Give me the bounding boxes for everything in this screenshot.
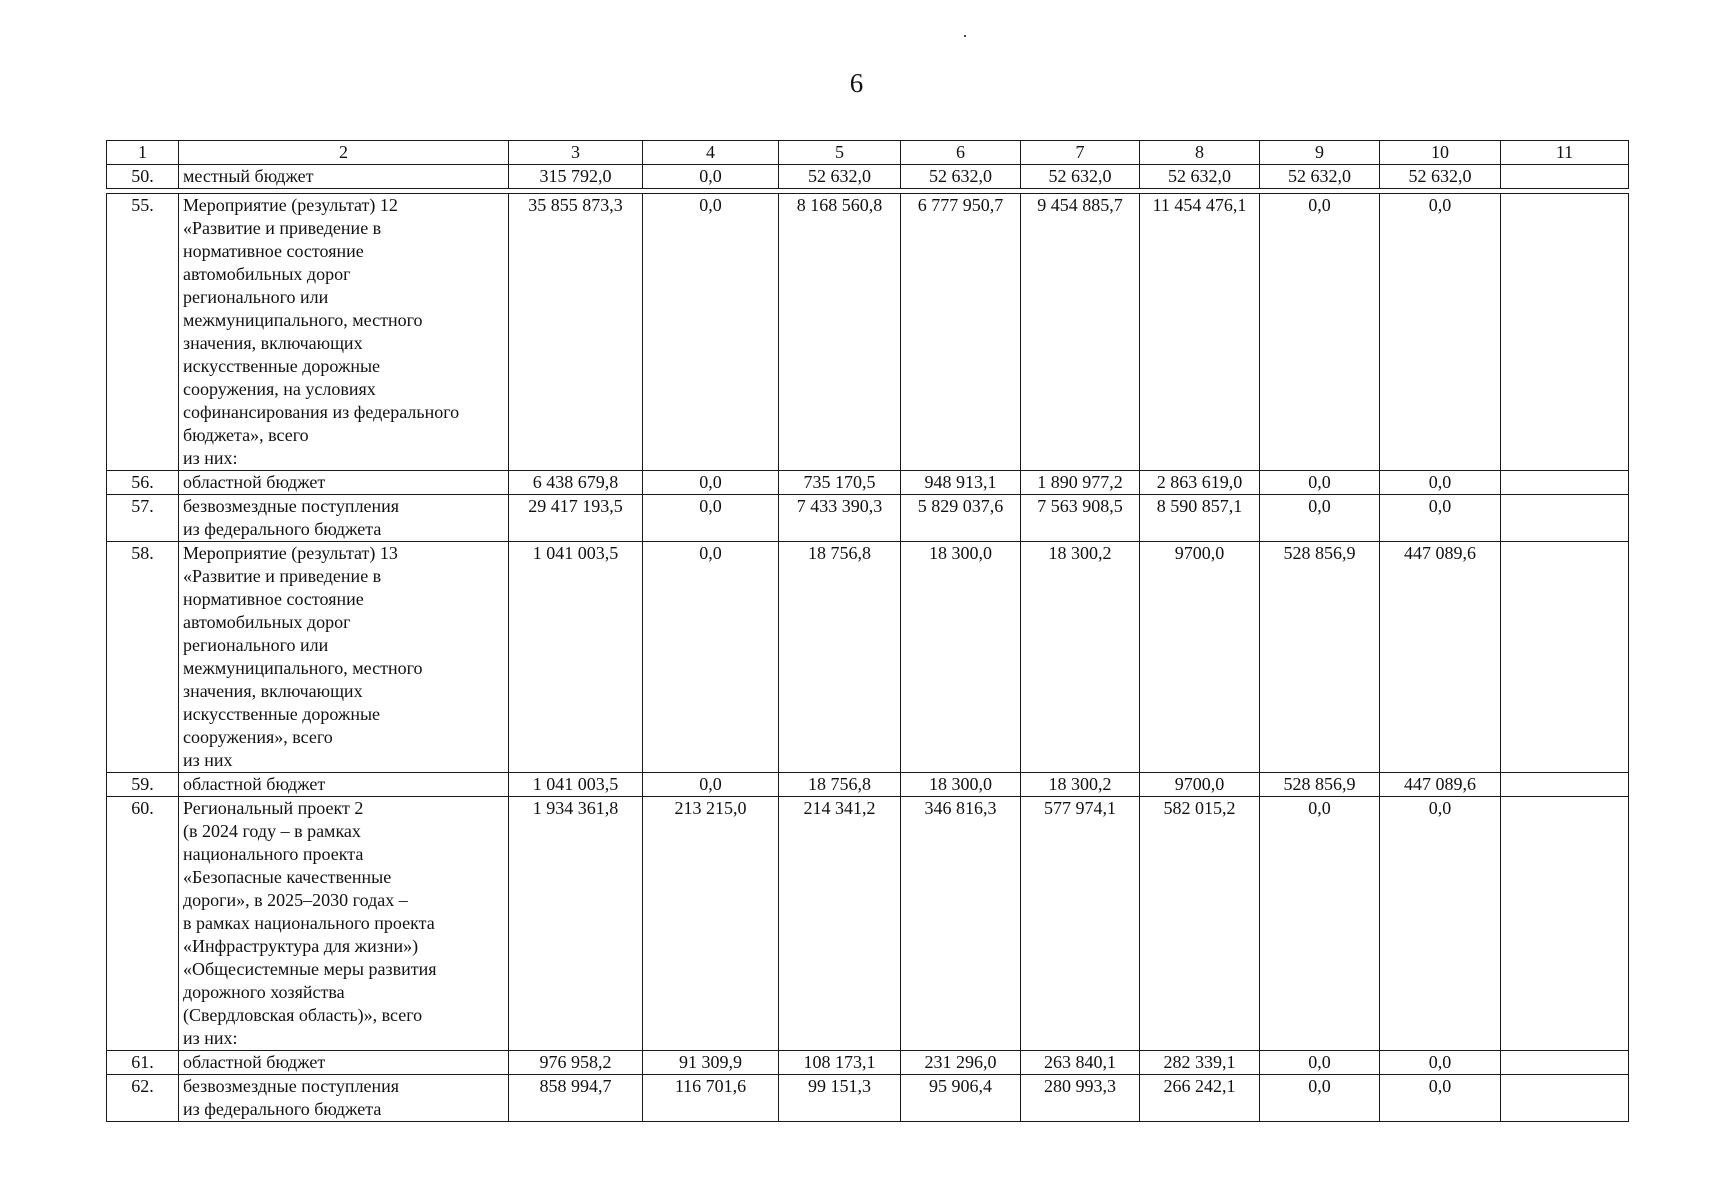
value-cell-col3: 1 041 003,5 bbox=[509, 773, 643, 797]
header-cell: 8 bbox=[1140, 141, 1260, 165]
row-label: областной бюджет bbox=[179, 773, 509, 797]
budget-table bbox=[106, 140, 1629, 1122]
table-row bbox=[107, 1051, 1629, 1075]
value-cell-col4: 0,0 bbox=[643, 194, 779, 471]
header-cell: 11 bbox=[1501, 141, 1629, 165]
value-cell-col11 bbox=[1501, 1075, 1629, 1122]
value-cell-col10: 0,0 bbox=[1380, 471, 1501, 495]
value-cell-col11 bbox=[1501, 495, 1629, 542]
header-cell: 9 bbox=[1260, 141, 1380, 165]
value-cell-col10: 447 089,6 bbox=[1380, 542, 1501, 773]
value-cell-col9: 528 856,9 bbox=[1260, 773, 1380, 797]
value-cell-col8: 9700,0 bbox=[1140, 773, 1260, 797]
value-cell-col3: 29 417 193,5 bbox=[509, 495, 643, 542]
value-cell-col4: 0,0 bbox=[643, 773, 779, 797]
value-cell-col6: 346 816,3 bbox=[901, 797, 1021, 1051]
table-row bbox=[107, 471, 1629, 495]
value-cell-col9: 0,0 bbox=[1260, 797, 1380, 1051]
value-cell-col8: 2 863 619,0 bbox=[1140, 471, 1260, 495]
row-number: 58. bbox=[107, 542, 179, 773]
value-cell-col5: 18 756,8 bbox=[779, 773, 901, 797]
row-label: областной бюджет bbox=[179, 1051, 509, 1075]
value-cell-col11 bbox=[1501, 165, 1629, 189]
table-body bbox=[107, 141, 1629, 1122]
value-cell-col7: 577 974,1 bbox=[1021, 797, 1140, 1051]
value-cell-col8: 282 339,1 bbox=[1140, 1051, 1260, 1075]
value-cell-col7: 280 993,3 bbox=[1021, 1075, 1140, 1122]
value-cell-col9: 0,0 bbox=[1260, 471, 1380, 495]
value-cell-col5: 735 170,5 bbox=[779, 471, 901, 495]
value-cell-col9: 0,0 bbox=[1260, 495, 1380, 542]
value-cell-col8: 52 632,0 bbox=[1140, 165, 1260, 189]
value-cell-col3: 976 958,2 bbox=[509, 1051, 643, 1075]
row-label: безвозмездные поступления из федерального бюджета bbox=[179, 1075, 509, 1122]
table-row bbox=[107, 542, 1629, 773]
value-cell-col6: 6 777 950,7 bbox=[901, 194, 1021, 471]
value-cell-col8: 266 242,1 bbox=[1140, 1075, 1260, 1122]
value-cell-col9: 0,0 bbox=[1260, 1051, 1380, 1075]
header-cell: 5 bbox=[779, 141, 901, 165]
row-number: 57. bbox=[107, 495, 179, 542]
page-number: 6 bbox=[849, 68, 864, 98]
value-cell-col8: 582 015,2 bbox=[1140, 797, 1260, 1051]
header-cell: 2 bbox=[179, 141, 509, 165]
row-label: областной бюджет bbox=[179, 471, 509, 495]
table-row bbox=[107, 797, 1629, 1051]
table-row bbox=[107, 165, 1629, 189]
value-cell-col9: 0,0 bbox=[1260, 194, 1380, 471]
value-cell-col3: 1 934 361,8 bbox=[509, 797, 643, 1051]
value-cell-col9: 52 632,0 bbox=[1260, 165, 1380, 189]
value-cell-col7: 9 454 885,7 bbox=[1021, 194, 1140, 471]
value-cell-col11 bbox=[1501, 194, 1629, 471]
value-cell-col10: 0,0 bbox=[1380, 194, 1501, 471]
value-cell-col11 bbox=[1501, 797, 1629, 1051]
value-cell-col10: 52 632,0 bbox=[1380, 165, 1501, 189]
table-row bbox=[107, 495, 1629, 542]
value-cell-col5: 8 168 560,8 bbox=[779, 194, 901, 471]
row-label: Региональный проект 2 (в 2024 году – в рамках национального проекта «Безопасные качественные дороги», в 2025–2030 годах – в рамках национального проекта «Инфраструктура для жизни») «Общесистемные меры развития дорожного хозяйства (Свердловская область)», всего из них: bbox=[179, 797, 509, 1051]
value-cell-col7: 18 300,2 bbox=[1021, 542, 1140, 773]
value-cell-col6: 18 300,0 bbox=[901, 542, 1021, 773]
header-cell: 6 bbox=[901, 141, 1021, 165]
value-cell-col7: 263 840,1 bbox=[1021, 1051, 1140, 1075]
row-number: 62. bbox=[107, 1075, 179, 1122]
value-cell-col8: 9700,0 bbox=[1140, 542, 1260, 773]
row-number: 50. bbox=[107, 165, 179, 189]
value-cell-col5: 99 151,3 bbox=[779, 1075, 901, 1122]
value-cell-col11 bbox=[1501, 773, 1629, 797]
value-cell-col3: 6 438 679,8 bbox=[509, 471, 643, 495]
row-number: 56. bbox=[107, 471, 179, 495]
value-cell-col4: 116 701,6 bbox=[643, 1075, 779, 1122]
value-cell-col3: 1 041 003,5 bbox=[509, 542, 643, 773]
value-cell-col5: 52 632,0 bbox=[779, 165, 901, 189]
row-number: 55. bbox=[107, 194, 179, 471]
value-cell-col10: 0,0 bbox=[1380, 797, 1501, 1051]
value-cell-col4: 213 215,0 bbox=[643, 797, 779, 1051]
value-cell-col7: 18 300,2 bbox=[1021, 773, 1140, 797]
value-cell-col5: 18 756,8 bbox=[779, 542, 901, 773]
row-number: 61. bbox=[107, 1051, 179, 1075]
value-cell-col4: 0,0 bbox=[643, 495, 779, 542]
value-cell-col7: 7 563 908,5 bbox=[1021, 495, 1140, 542]
header-cell: 7 bbox=[1021, 141, 1140, 165]
value-cell-col3: 858 994,7 bbox=[509, 1075, 643, 1122]
row-label: Мероприятие (результат) 13 «Развитие и приведение в нормативное состояние автомобильных дорог регионального или межмуниципального, местного значения, включающих искусственные дорожные сооружения», всего из них bbox=[179, 542, 509, 773]
row-label: местный бюджет bbox=[179, 165, 509, 189]
value-cell-col9: 528 856,9 bbox=[1260, 542, 1380, 773]
value-cell-col9: 0,0 bbox=[1260, 1075, 1380, 1122]
value-cell-col11 bbox=[1501, 471, 1629, 495]
scan-speck bbox=[964, 35, 966, 37]
value-cell-col10: 0,0 bbox=[1380, 1075, 1501, 1122]
value-cell-col8: 8 590 857,1 bbox=[1140, 495, 1260, 542]
value-cell-col6: 5 829 037,6 bbox=[901, 495, 1021, 542]
value-cell-col6: 948 913,1 bbox=[901, 471, 1021, 495]
row-number: 59. bbox=[107, 773, 179, 797]
value-cell-col3: 315 792,0 bbox=[509, 165, 643, 189]
header-cell: 1 bbox=[107, 141, 179, 165]
value-cell-col6: 95 906,4 bbox=[901, 1075, 1021, 1122]
value-cell-col10: 0,0 bbox=[1380, 1051, 1501, 1075]
value-cell-col7: 1 890 977,2 bbox=[1021, 471, 1140, 495]
table-header-row bbox=[107, 141, 1629, 165]
row-label: Мероприятие (результат) 12 «Развитие и приведение в нормативное состояние автомобильных дорог регионального или межмуниципального, местного значения, включающих искусственные дорожные сооружения, на условиях софинансирования из федерального бюджета», всего из них: bbox=[179, 194, 509, 471]
value-cell-col10: 0,0 bbox=[1380, 495, 1501, 542]
table-row bbox=[107, 1075, 1629, 1122]
value-cell-col11 bbox=[1501, 542, 1629, 773]
value-cell-col3: 35 855 873,3 bbox=[509, 194, 643, 471]
row-number: 60. bbox=[107, 797, 179, 1051]
value-cell-col6: 52 632,0 bbox=[901, 165, 1021, 189]
row-label: безвозмездные поступления из федерального бюджета bbox=[179, 495, 509, 542]
value-cell-col8: 11 454 476,1 bbox=[1140, 194, 1260, 471]
value-cell-col4: 0,0 bbox=[643, 471, 779, 495]
value-cell-col10: 447 089,6 bbox=[1380, 773, 1501, 797]
value-cell-col5: 108 173,1 bbox=[779, 1051, 901, 1075]
header-cell: 10 bbox=[1380, 141, 1501, 165]
value-cell-col4: 91 309,9 bbox=[643, 1051, 779, 1075]
value-cell-col6: 18 300,0 bbox=[901, 773, 1021, 797]
table-row bbox=[107, 194, 1629, 471]
value-cell-col4: 0,0 bbox=[643, 542, 779, 773]
value-cell-col7: 52 632,0 bbox=[1021, 165, 1140, 189]
table-row bbox=[107, 773, 1629, 797]
value-cell-col5: 7 433 390,3 bbox=[779, 495, 901, 542]
value-cell-col6: 231 296,0 bbox=[901, 1051, 1021, 1075]
value-cell-col11 bbox=[1501, 1051, 1629, 1075]
header-cell: 4 bbox=[643, 141, 779, 165]
header-cell: 3 bbox=[509, 141, 643, 165]
value-cell-col5: 214 341,2 bbox=[779, 797, 901, 1051]
value-cell-col4: 0,0 bbox=[643, 165, 779, 189]
